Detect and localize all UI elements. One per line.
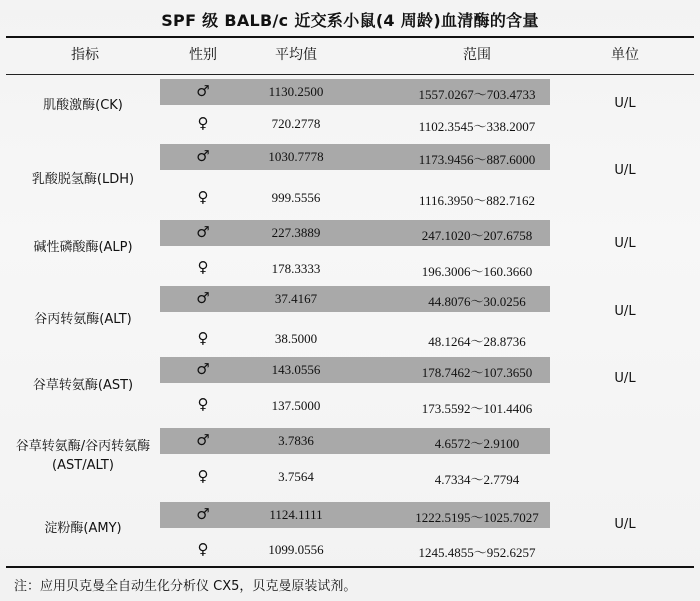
- indicator-label: 谷草转氨酶(AST): [32, 378, 134, 393]
- female-symbol: ♀: [197, 188, 209, 206]
- male-symbol: ♂: [196, 360, 210, 378]
- range-value: 1173.9456～887.6000: [418, 152, 536, 167]
- range-value: 4.6572～2.9100: [434, 436, 520, 451]
- male-symbol: ♂: [196, 289, 210, 307]
- top-rule: [6, 36, 694, 38]
- range-value: 4.7334～2.7794: [434, 472, 520, 487]
- female-symbol: ♀: [197, 467, 209, 485]
- bottom-rule: [6, 566, 694, 568]
- range-value: 178.7462～107.3650: [421, 365, 533, 380]
- mean-value: 3.7564: [278, 469, 314, 484]
- unit-label: U/L: [614, 163, 636, 178]
- mean-value: 3.7836: [278, 433, 314, 448]
- indicator-label: 谷丙转氨酶(ALT): [34, 312, 132, 327]
- range-value: 1245.4855～952.6257: [418, 545, 536, 560]
- mean-value: 37.4167: [274, 291, 318, 306]
- mean-value: 178.3333: [271, 261, 321, 276]
- unit-label: U/L: [614, 304, 636, 319]
- unit-label: U/L: [614, 96, 636, 111]
- range-value: 173.5592～101.4406: [421, 401, 533, 416]
- female-symbol: ♀: [197, 258, 209, 276]
- indicator-label: 肌酸激酶(CK): [43, 98, 123, 113]
- mean-value: 720.2778: [271, 116, 321, 131]
- header-indicator: 指标: [71, 47, 99, 63]
- table-note: 注：应用贝克曼全自动生化分析仪 CX5，贝克曼原装试剂。: [14, 579, 357, 594]
- male-symbol: ♂: [196, 147, 210, 165]
- header-mean: 平均值: [275, 47, 317, 63]
- unit-label: U/L: [614, 371, 636, 386]
- range-value: 1102.3545～338.2007: [418, 119, 536, 134]
- mean-value: 137.5000: [271, 398, 321, 413]
- indicator-label: 淀粉酶(AMY): [44, 521, 122, 536]
- indicator-label-line1: 谷草转氨酶/谷丙转氨酶: [15, 439, 151, 454]
- mean-value: 1099.0556: [268, 542, 324, 557]
- range-value: 196.3006～160.3660: [421, 264, 533, 279]
- mean-value: 999.5556: [271, 190, 321, 205]
- header-range: 范围: [463, 47, 491, 63]
- male-symbol: ♂: [196, 505, 210, 523]
- indicator-label: 碱性磷酸酶(ALP): [33, 240, 133, 255]
- male-symbol: ♂: [196, 431, 210, 449]
- header-rule: [6, 74, 694, 75]
- mean-value: 1124.1111: [269, 507, 323, 522]
- mean-value: 143.0556: [271, 362, 321, 377]
- range-value: 1557.0267～703.4733: [418, 87, 536, 102]
- range-value: 1116.3950～882.7162: [418, 193, 536, 208]
- unit-label: U/L: [614, 236, 636, 251]
- female-symbol: ♀: [197, 329, 209, 347]
- table-title: SPF 级 BALB/c 近交系小鼠(4 周龄)血清酶的含量: [161, 11, 539, 30]
- header-unit: 单位: [611, 47, 639, 63]
- unit-label: U/L: [614, 517, 636, 532]
- range-value: 44.8076～30.0256: [428, 294, 526, 309]
- range-value: 48.1264～28.8736: [428, 334, 526, 349]
- female-symbol: ♀: [197, 395, 209, 413]
- male-symbol: ♂: [196, 82, 210, 100]
- mean-value: 1030.7778: [268, 149, 324, 164]
- mean-value: 227.3889: [271, 225, 321, 240]
- female-symbol: ♀: [197, 540, 209, 558]
- indicator-label-line2: (AST/ALT): [52, 458, 114, 473]
- mean-value: 1130.2500: [268, 84, 324, 99]
- range-value: 247.1020～207.6758: [421, 228, 533, 243]
- header-sex: 性别: [189, 47, 217, 63]
- female-symbol: ♀: [197, 114, 209, 132]
- range-value: 1222.5195～1025.7027: [415, 510, 539, 525]
- male-symbol: ♂: [196, 223, 210, 241]
- mean-value: 38.5000: [274, 331, 318, 346]
- indicator-label: 乳酸脱氢酶(LDH): [31, 172, 135, 187]
